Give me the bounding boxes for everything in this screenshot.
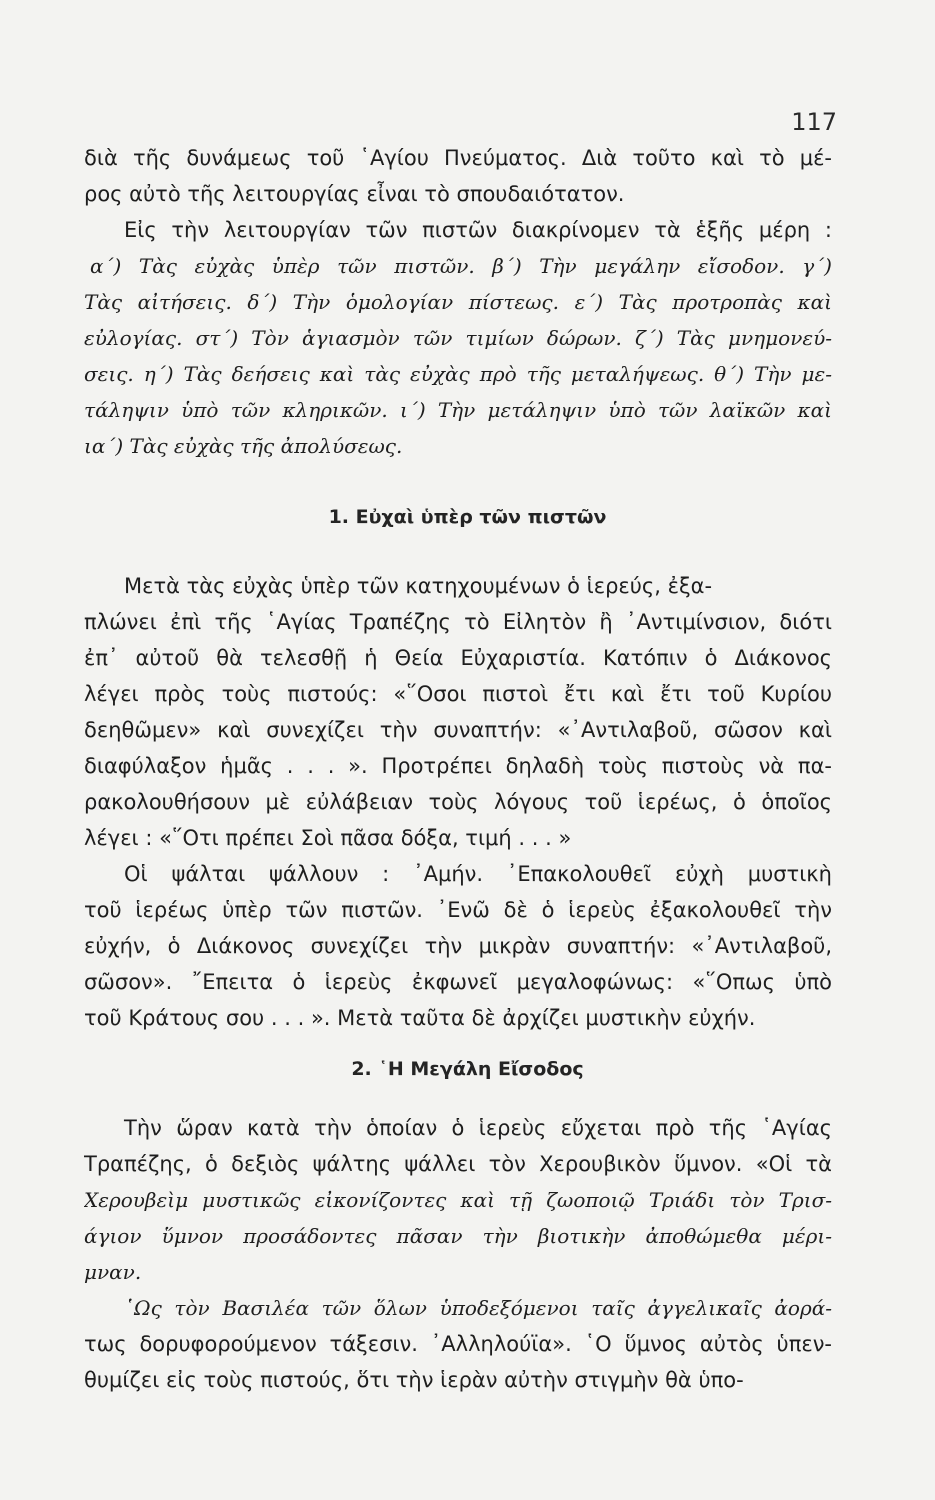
- text-line: Τραπέζης, ὁ δεξιὸς ψάλτης ψάλλει τὸν Χερουβικὸν ὕμνον. «Οἱ τὰ: [84, 1152, 832, 1176]
- section-heading-1: 1. Εὐχαὶ ὑπὲρ τῶν πιστῶν: [328, 506, 607, 528]
- text-line: α΄) Τὰς εὐχὰς ὑπὲρ τῶν πιστῶν. β΄) Τὴν μεγάλην εἴσοδον. γ΄): [90, 254, 832, 278]
- text-line: τως δορυφορούμενον τάξεσιν. ᾿Αλληλούϊα». ῾Ο ὕμνος αὐτὸς ὑπεν-: [84, 1332, 832, 1356]
- text-line: διὰ τῆς δυνάμεως τοῦ ῾Αγίου Πνεύματος. Διὰ τοῦτο καὶ τὸ μέ-: [84, 146, 832, 170]
- text-line: Χερουβεὶμ μυστικῶς εἰκονίζοντες καὶ τῇ ζωοποιῷ Τριάδι τὸν Τρισ-: [84, 1188, 832, 1212]
- text-line: πλώνει ἐπὶ τῆς ῾Αγίας Τραπέζης τὸ Εἰλητὸν ἢ ᾿Αντιμίνσιον, διότι: [84, 610, 832, 634]
- text-line: ἐπ᾿ αὐτοῦ θὰ τελεσθῇ ἡ Θεία Εὐχαριστία. Κατόπιν ὁ Διάκονος: [84, 646, 832, 670]
- text-line: εὐλογίας. στ΄) Τὸν ἁγιασμὸν τῶν τιμίων δώρων. ζ΄) Τὰς μνημονεύ-: [84, 326, 832, 350]
- text-line: ρος αὐτὸ τῆς λειτουργίας εἶναι τὸ σπουδαιότατον.: [84, 182, 625, 206]
- intro-paragraphs: [84, 140, 832, 464]
- text-line: διαφύλαξον ἡμᾶς . . . ». Προτρέπει δηλαδὴ τοὺς πιστοὺς νὰ πα-: [84, 754, 832, 778]
- text-line: σῶσον». ῎Επειτα ὁ ἱερεὺς ἐκφωνεῖ μεγαλοφώνως: «῞Οπως ὑπὸ: [84, 970, 832, 994]
- text-line: σεις. η΄) Τὰς δεήσεις καὶ τὰς εὐχὰς πρὸ τῆς μεταλήψεως. θ΄) Τὴν με-: [84, 362, 832, 386]
- section-1-paragraphs: [84, 568, 832, 1036]
- text-line: ρακολουθήσουν μὲ εὐλάβειαν τοὺς λόγους τοῦ ἱερέως, ὁ ὁποῖος: [84, 790, 832, 814]
- text-line: μναν.: [84, 1260, 142, 1284]
- section-heading-2: 2. ῾Η Μεγάλη Εἴσοδος: [351, 1058, 584, 1080]
- section-2-paragraphs: [84, 1110, 832, 1398]
- text-line: Τὴν ὥραν κατὰ τὴν ὁποίαν ὁ ἱερεὺς εὔχεται πρὸ τῆς ῾Αγίας: [124, 1116, 832, 1140]
- text-line: Μετὰ τὰς εὐχὰς ὑπὲρ τῶν κατηχουμένων ὁ ἱερεύς, ἐξα-: [124, 574, 713, 598]
- text-line: τάληψιν ὑπὸ τῶν κληρικῶν. ι΄) Τὴν μετάληψιν ὑπὸ τῶν λαϊκῶν καὶ: [84, 398, 832, 422]
- text-line: τοῦ ἱερέως ὑπὲρ τῶν πιστῶν. ᾿Ενῶ δὲ ὁ ἱερεὺς ἐξακολουθεῖ τὴν: [84, 898, 832, 922]
- text-line: εὐχήν, ὁ Διάκονος συνεχίζει τὴν μικρὰν συναπτήν: «᾿Αντιλαβοῦ,: [84, 934, 832, 958]
- text-line: θυμίζει εἰς τοὺς πιστούς, ὅτι τὴν ἱερὰν αὐτὴν στιγμὴν θὰ ὑπο-: [84, 1368, 744, 1392]
- text-line: Οἱ ψάλται ψάλλουν : ᾿Αμήν. ᾿Επακολουθεῖ εὐχὴ μυστικὴ: [124, 862, 832, 886]
- text-line: τοῦ Κράτους σου . . . ». Μετὰ ταῦτα δὲ ἀρχίζει μυστικὴν εὐχήν.: [84, 1006, 756, 1030]
- text-line: άγιον ὕμνον προσάδοντες πᾶσαν τὴν βιοτικὴν ἀποθώμεθα μέρι-: [84, 1224, 832, 1248]
- text-line: Εἰς τὴν λειτουργίαν τῶν πιστῶν διακρίνομεν τὰ ἑξῆς μέρη :: [124, 218, 832, 242]
- text-line: δεηθῶμεν» καὶ συνεχίζει τὴν συναπτήν: «᾿Αντιλαβοῦ, σῶσον καὶ: [84, 718, 832, 742]
- text-line: Τὰς αἰτήσεις. δ΄) Τὴν ὁμολογίαν πίστεως. ε΄) Τὰς προτροπὰς καὶ: [84, 290, 832, 314]
- text-line: λέγει : «῞Οτι πρέπει Σοὶ πᾶσα δόξα, τιμή . . . »: [84, 826, 572, 850]
- text-line: λέγει πρὸς τοὺς πιστούς: «῞Οσοι πιστοὶ ἔτι καὶ ἔτι τοῦ Κυρίου: [84, 682, 832, 706]
- text-line: ια΄) Τὰς εὐχὰς τῆς ἀπολύσεως.: [84, 434, 403, 458]
- page-number: 117: [791, 108, 837, 136]
- text-line: ῾Ως τὸν Βασιλέα τῶν ὅλων ὑποδεξόμενοι ταῖς ἀγγελικαῖς ἀορά-: [124, 1296, 832, 1320]
